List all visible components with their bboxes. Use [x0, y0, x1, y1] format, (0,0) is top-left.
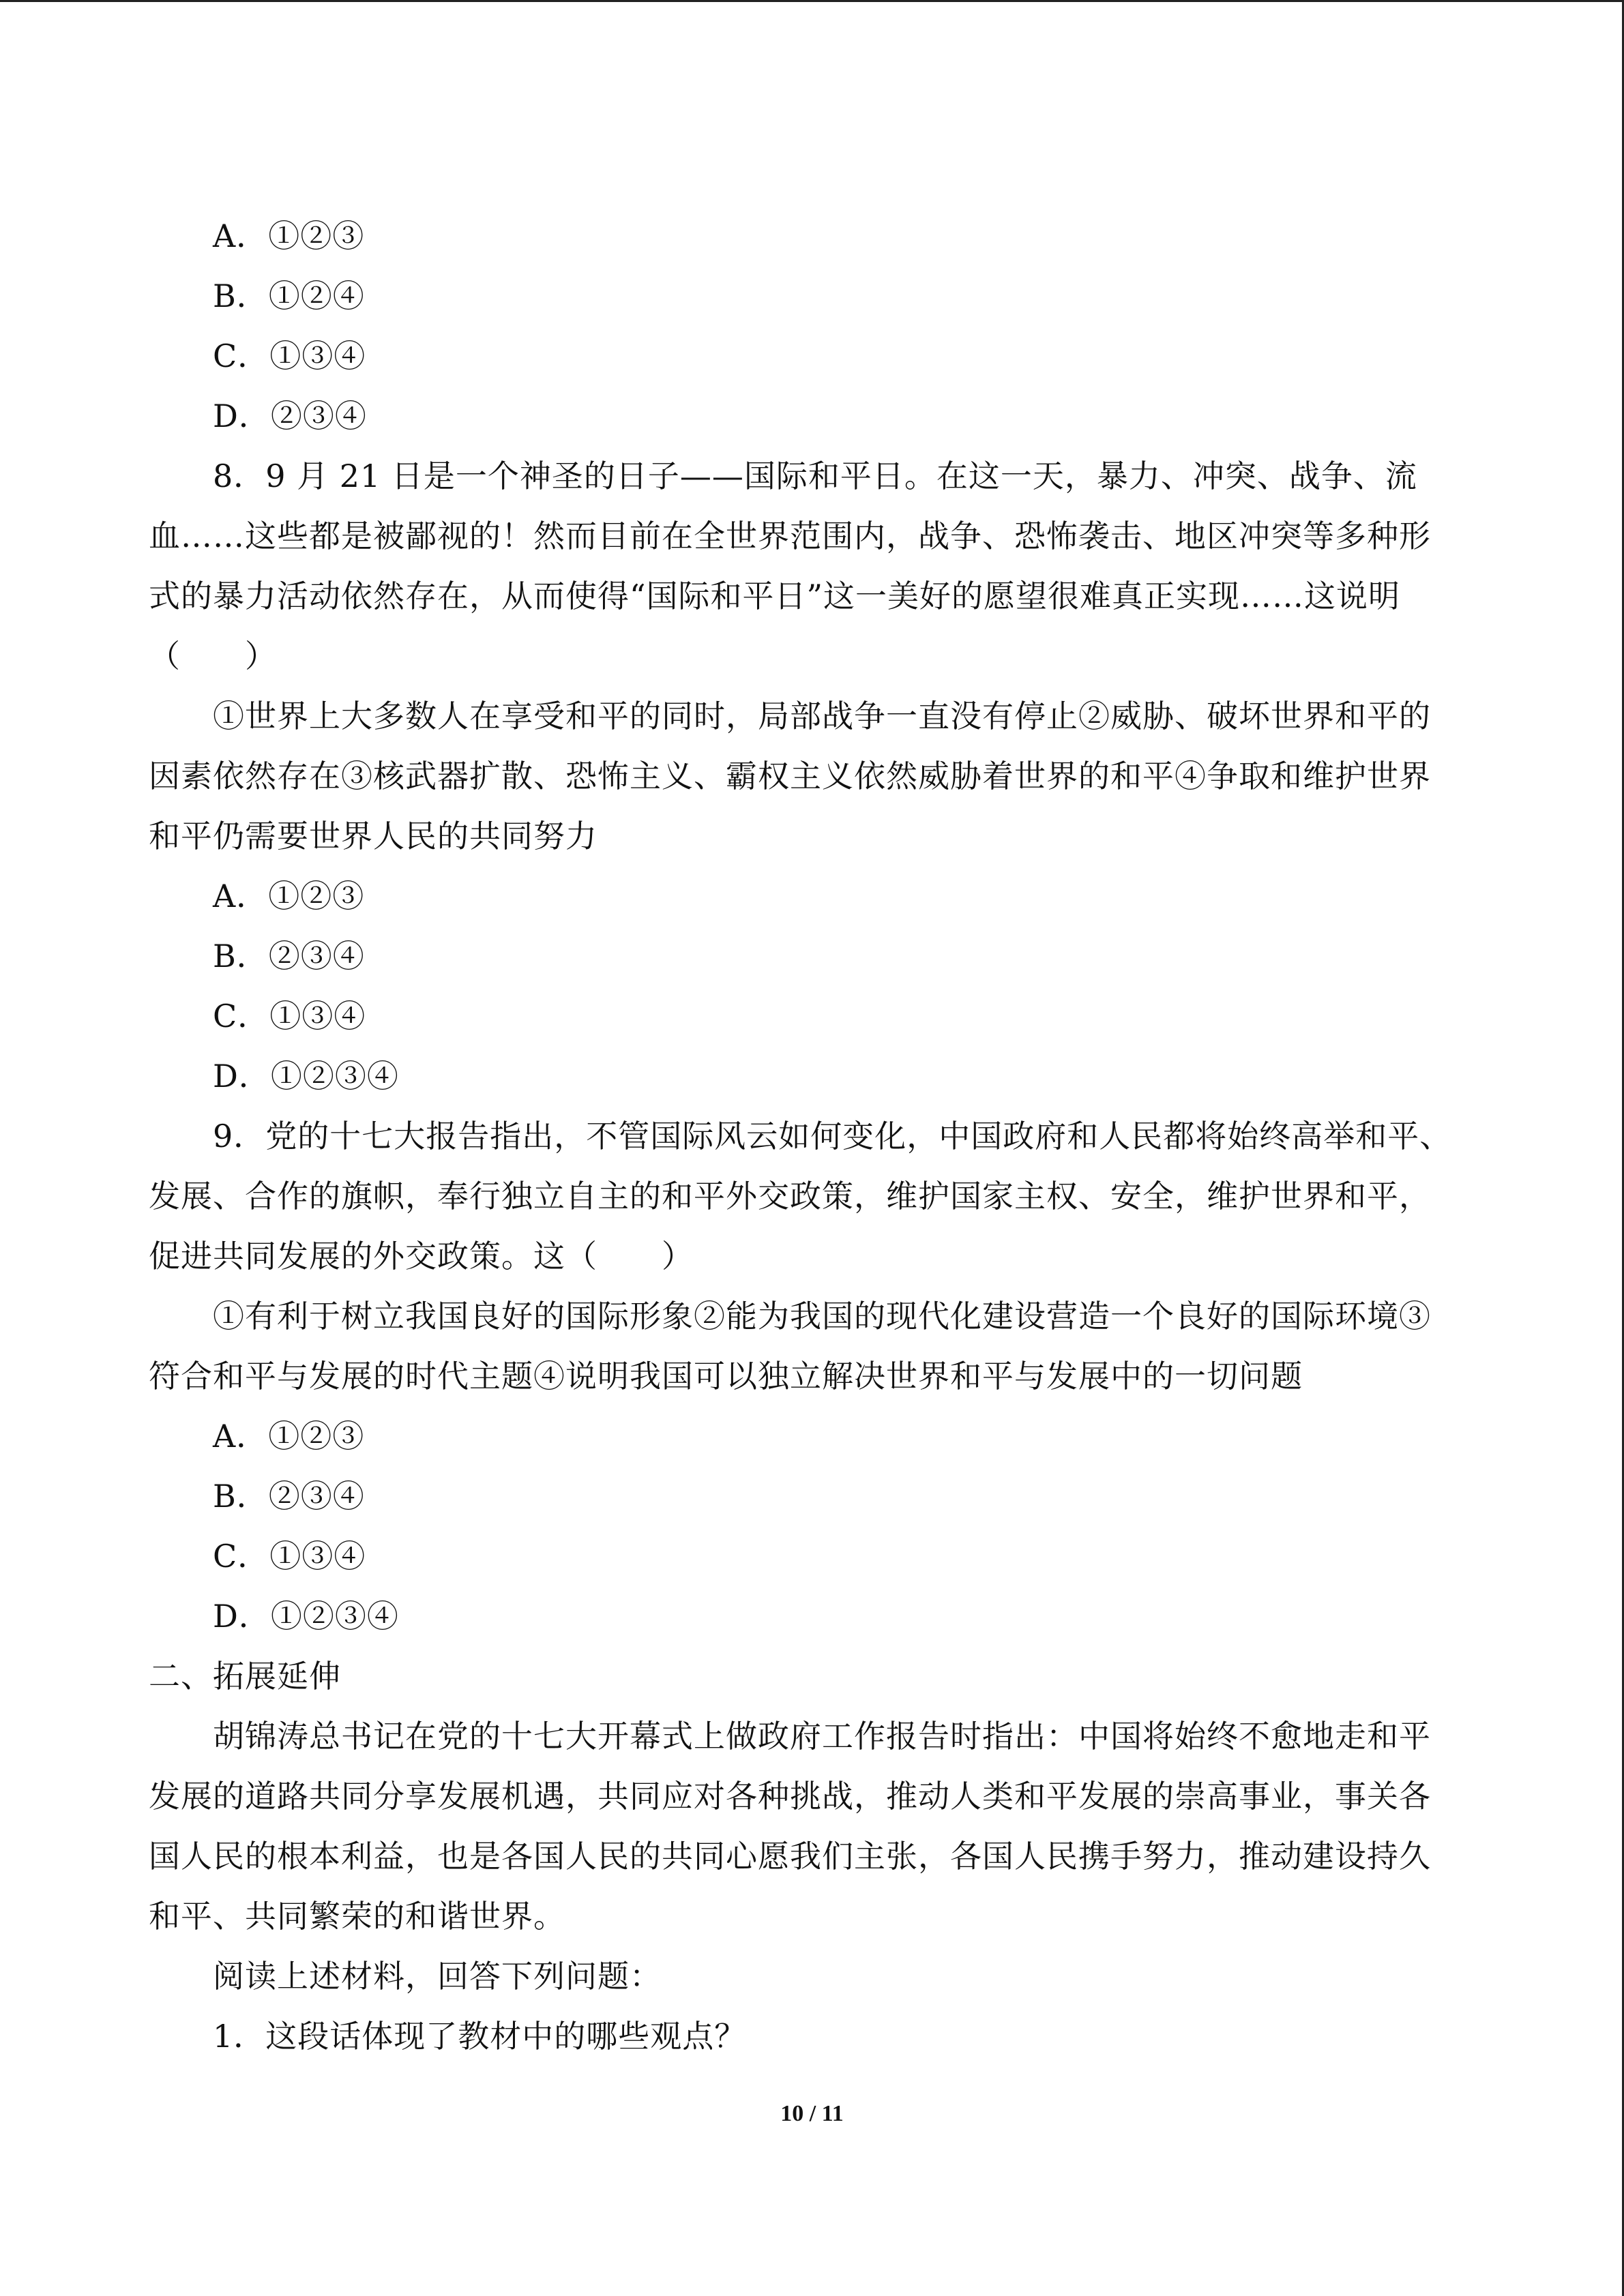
q7-option-a: A．①②③ — [213, 218, 365, 254]
q8-option-a: A．①②③ — [213, 878, 365, 914]
page-number: 10 / 11 — [780, 2101, 844, 2126]
q8-option-b: B．②③④ — [213, 938, 365, 974]
q7-option-d: D．②③④ — [213, 398, 367, 434]
section-heading: 二、拓展延伸 — [149, 1658, 341, 1695]
q8-option-c: C．①③④ — [213, 998, 366, 1034]
q9-option-c: C．①③④ — [213, 1538, 366, 1575]
q9-stem-line-2: 发展、合作的旗帜，奉行独立自主的和平外交政策，维护国家主权、安全，维护世界和平， — [149, 1178, 1431, 1214]
q8-stem-line-1: 8．9 月 21 日是一个神圣的日子——国际和平日。在这一天，暴力、冲突、战争、流 — [213, 458, 1417, 494]
material-line-2: 发展的道路共同分享发展机遇，共同应对各种挑战，推动人类和平发展的崇高事业，事关各 — [149, 1778, 1431, 1815]
q7-option-b: B．①②④ — [213, 278, 365, 314]
q8-stem-line-2: 血……这些都是被鄙视的！然而目前在全世界范围内，战争、恐怖袭击、地区冲突等多种形 — [149, 518, 1431, 554]
q8-answer-blank: （ ） — [149, 638, 277, 674]
q9-stem-line-3: 促进共同发展的外交政策。这（ ） — [149, 1238, 694, 1274]
q8-option-d: D．①②③④ — [213, 1058, 399, 1094]
q9-option-b: B．②③④ — [213, 1478, 365, 1515]
q7-option-c: C．①③④ — [213, 338, 366, 374]
q9-option-d: D．①②③④ — [213, 1598, 399, 1635]
q9-statement-line-1: ①有利于树立我国良好的国际形象②能为我国的现代化建设营造一个良好的国际环境③ — [213, 1298, 1431, 1335]
reading-instruction: 阅读上述材料，回答下列问题： — [213, 1958, 662, 1995]
q8-statement-line-2: 因素依然存在③核武器扩散、恐怖主义、霸权主义依然威胁着世界的和平④争取和维护世界 — [149, 758, 1431, 794]
material-line-1: 胡锦涛总书记在党的十七大开幕式上做政府工作报告时指出：中国将始终不愈地走和平 — [213, 1718, 1431, 1755]
q9-statement-line-2: 符合和平与发展的时代主题④说明我国可以独立解决世界和平与发展中的一切问题 — [149, 1358, 1303, 1395]
q8-statement-line-3: 和平仍需要世界人民的共同努力 — [149, 818, 597, 854]
material-line-4: 和平、共同繁荣的和谐世界。 — [149, 1898, 565, 1935]
q8-statement-line-1: ①世界上大多数人在享受和平的同时，局部战争一直没有停止②威胁、破坏世界和平的 — [213, 698, 1431, 734]
q9-option-a: A．①②③ — [213, 1418, 365, 1455]
question-1: 1．这段话体现了教材中的哪些观点？ — [213, 2018, 747, 2055]
q8-stem-line-3: 式的暴力活动依然存在，从而使得“国际和平日”这一美好的愿望很难真正实现……这说明 — [149, 578, 1401, 614]
q9-stem-line-1: 9．党的十七大报告指出，不管国际风云如何变化，中国政府和人民都将始终高举和平、 — [213, 1118, 1452, 1154]
material-line-3: 国人民的根本利益，也是各国人民的共同心愿我们主张，各国人民携手努力，推动建设持久 — [149, 1838, 1431, 1875]
